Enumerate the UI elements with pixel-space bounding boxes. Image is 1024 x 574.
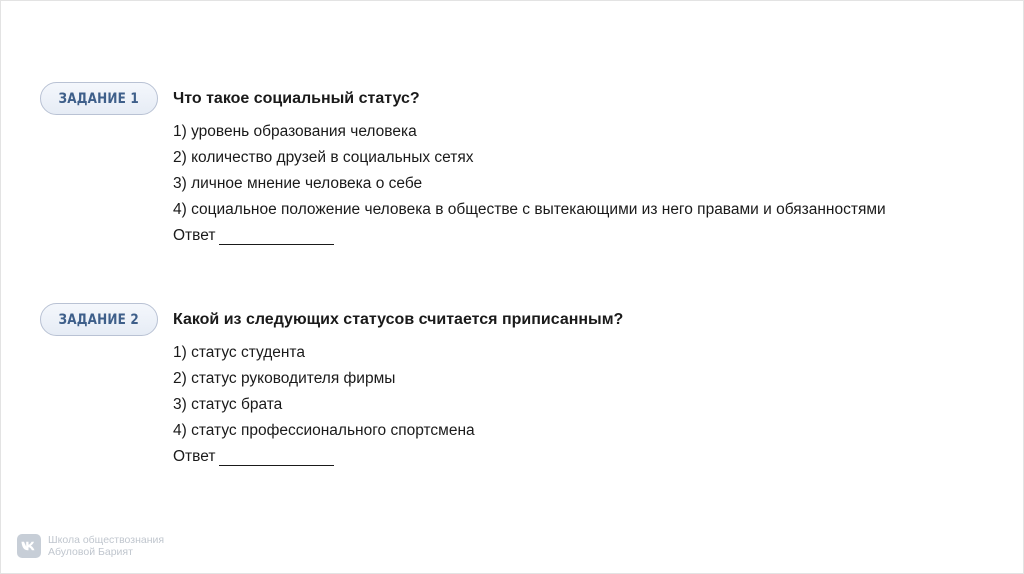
footer-line-1: Школа обществознания — [48, 534, 165, 546]
answer-option: 3) личное мнение человека о себе — [173, 175, 423, 192]
answer-blank[interactable] — [219, 225, 334, 245]
question-text: Что такое социальный статус? — [173, 90, 420, 107]
answer-option: 1) уровень образования человека — [173, 123, 417, 140]
answer-option: 4) социальное положение человека в обществе с вытекающими из него правами и обязанностями — [173, 201, 886, 218]
answer-option: 4) статус профессионального спортсмена — [173, 422, 475, 439]
vk-logo-icon — [17, 534, 41, 558]
answer-label: Ответ — [173, 448, 216, 465]
footer-watermark — [17, 534, 164, 558]
answer-option: 1) статус студента — [173, 344, 305, 361]
task-badge — [40, 303, 158, 336]
footer-line-2: Абуловой Барият — [48, 546, 133, 558]
vk-logo-icon-glyph — [21, 541, 37, 551]
answer-option: 3) статус брата — [173, 396, 283, 413]
answer-row — [173, 444, 623, 470]
task-content — [173, 309, 623, 470]
task-badge-label: ЗАДАНИЕ 1 — [58, 90, 140, 107]
question-text: Какой из следующих статусов считается приписанным? — [173, 311, 624, 328]
task-badge — [40, 82, 158, 115]
answer-option: 2) статус руководителя фирмы — [173, 370, 396, 387]
answer-row — [173, 223, 886, 249]
task-content — [173, 88, 886, 249]
answer-option: 2) количество друзей в социальных сетях — [173, 149, 474, 166]
task-badge-label: ЗАДАНИЕ 2 — [58, 311, 140, 328]
answer-label: Ответ — [173, 227, 216, 244]
answer-options — [173, 119, 886, 223]
answer-options — [173, 340, 623, 444]
answer-blank[interactable] — [219, 446, 334, 466]
footer-text — [48, 534, 164, 558]
